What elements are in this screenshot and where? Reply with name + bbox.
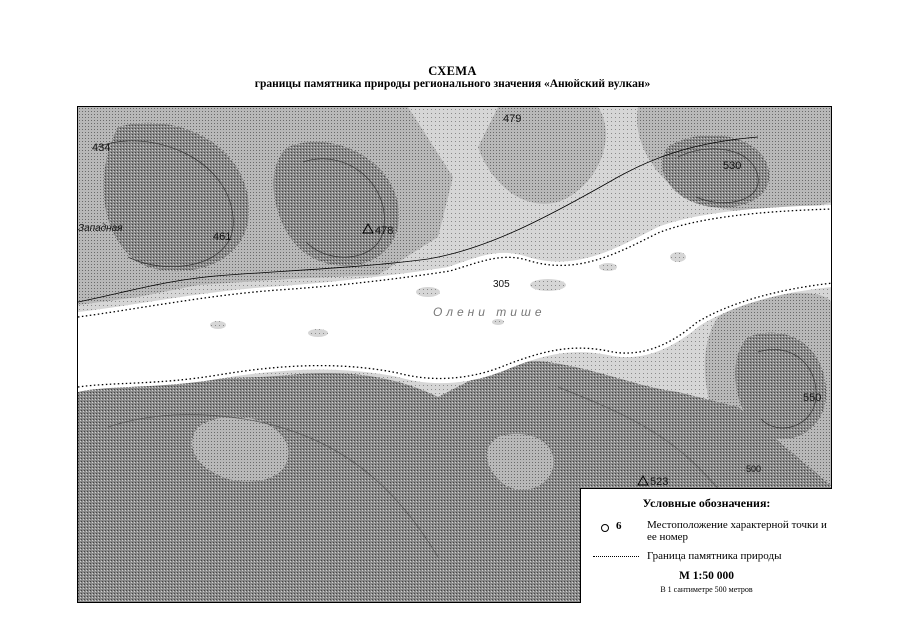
elevation-label: 523: [650, 476, 669, 488]
map-legend: [580, 488, 832, 603]
lava-patch: [530, 279, 566, 291]
elevation-label: 479: [503, 113, 522, 125]
legend-title: Условные обозначения:: [642, 496, 771, 510]
map-subtitle: границы памятника природы регионального значения «Анюйский вулкан»: [254, 78, 651, 91]
lava-patch: [599, 263, 617, 271]
lava-patch: [670, 252, 686, 262]
map-scale-note: В 1 сантиметре 500 метров: [660, 585, 753, 594]
legend-boundary-label: Граница памятника природы: [647, 550, 782, 562]
boundary-line-icon: [593, 556, 639, 559]
elevation-label: 305: [493, 279, 510, 290]
elevation-label: 461: [213, 231, 232, 243]
lava-patch: [492, 319, 504, 325]
place-label: Олени тише: [433, 305, 546, 319]
legend-point-number: 6: [616, 520, 622, 532]
point-marker-icon: [601, 524, 609, 532]
elevation-label: 550: [803, 392, 822, 404]
lava-patch: [308, 329, 328, 337]
elevation-label: 530: [723, 160, 742, 172]
lava-patch: [210, 321, 226, 329]
elevation-label: 478: [375, 225, 394, 237]
map-scale: М 1:50 000: [679, 570, 734, 582]
map-title-block: [0, 64, 905, 92]
lava-patch: [416, 287, 440, 297]
place-label: Западная: [78, 223, 123, 234]
elevation-label: 434: [92, 142, 111, 154]
legend-point-label: Местоположение характерной точки и ее номер: [647, 519, 827, 543]
elevation-label: 500: [746, 464, 762, 474]
map-title: СХЕМА: [428, 64, 477, 78]
